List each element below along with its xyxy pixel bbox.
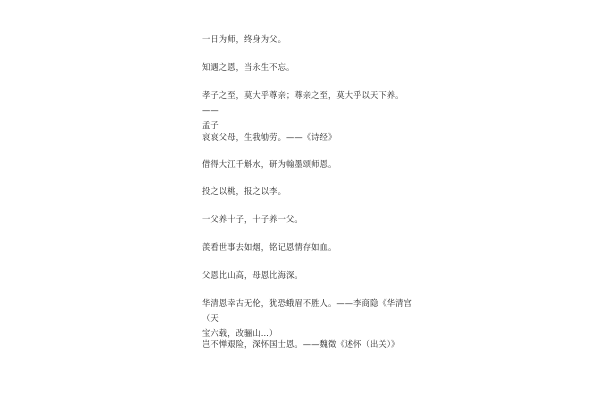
quote-8 [202,240,412,255]
quote-4-line-1: 哀哀父母，生我劬劳。——《诗经》 [202,132,337,142]
quote-7-line-1: 一父养十子，十子养一父。 [202,214,303,224]
quote-10-line-2: 宝六载，改骊山...） [202,328,278,338]
quote-10-line-1: 华清恩幸古无伦，犹恐蛾眉不胜人。——李商隐《华清宫（天 [202,298,412,323]
quote-11-line-1: 岂不惮艰险，深怀国士恩。——魏徵《述怀（出关）》 [202,339,400,349]
quote-9-line-1: 父恩比山高，母恩比海深。 [202,270,303,280]
quote-5-line-1: 借得大江千斛水，研为翰墨颂师恩。 [202,159,337,169]
quote-7 [202,212,412,227]
quote-3 [202,88,412,133]
quote-3-line-2: 孟子 [202,120,219,130]
quote-9 [202,268,412,283]
quote-3-line-1: 孝子之至，莫大乎尊亲；尊亲之至，莫大乎以天下养。—— [202,90,404,115]
quote-6 [202,184,412,199]
quote-1-line-1: 一日为师，终身为父。 [202,34,286,44]
quote-11 [202,337,412,352]
quote-2-line-1: 知遇之恩，当永生不忘。 [202,62,295,72]
quote-4 [202,130,412,145]
quote-8-line-1: 羡看世事去如烟，铭记恩情存如血。 [202,242,337,252]
quote-5 [202,157,412,172]
quote-10 [202,296,412,341]
quote-2 [202,60,412,75]
quote-1 [202,32,412,47]
quote-6-line-1: 投之以桃，报之以李。 [202,186,286,196]
